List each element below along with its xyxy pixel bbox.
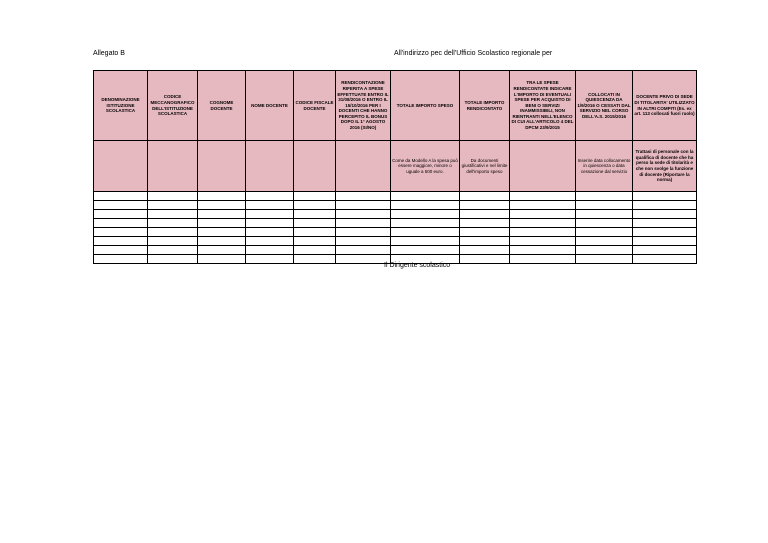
table-cell[interactable]	[294, 201, 336, 210]
table-cell[interactable]	[510, 201, 576, 210]
table-cell[interactable]	[391, 228, 460, 237]
table-cell[interactable]	[198, 246, 246, 255]
table-cell[interactable]	[148, 192, 198, 201]
col-totale-rendicontato: TOTALE IMPORTO RENDICONTATO	[460, 71, 510, 141]
note-cell	[198, 141, 246, 192]
table-cell[interactable]	[460, 255, 510, 264]
table-cell[interactable]	[148, 219, 198, 228]
col-totale-speso: TOTALE IMPORTO SPESO	[391, 71, 460, 141]
table-cell[interactable]	[246, 192, 294, 201]
table-cell[interactable]	[460, 246, 510, 255]
table-cell[interactable]	[294, 246, 336, 255]
table-cell[interactable]	[460, 228, 510, 237]
table-cell[interactable]	[510, 228, 576, 237]
table-cell[interactable]	[633, 246, 697, 255]
table-row	[94, 228, 697, 237]
table-cell[interactable]	[94, 219, 148, 228]
note-cell	[510, 141, 576, 192]
table-cell[interactable]	[391, 210, 460, 219]
table-cell[interactable]	[294, 192, 336, 201]
table-cell[interactable]	[633, 201, 697, 210]
table-row	[94, 237, 697, 246]
col-spese-inammissibili: TRA LE SPESE RENDICONTATE INDICARE L'IMPORTO DI EVENTUALI SPESE PER ACQUISTO DI BENI O SERVIZI INAMMISSIBILI, NON RIENTRANTI NELL'ELENCO DI CUI ALL'ARTICOLO 4 DEL DPCM 23/9/2015	[510, 71, 576, 141]
table-cell[interactable]	[294, 219, 336, 228]
col-codice-meccanografico: CODICE MECCANOGRAFICO DELL'ISTITUZIONE SCOLASTICA	[148, 71, 198, 141]
notes-row	[94, 141, 697, 192]
table-cell[interactable]	[391, 237, 460, 246]
table-cell[interactable]	[94, 255, 148, 264]
note-cell	[336, 141, 391, 192]
table-cell[interactable]	[633, 255, 697, 264]
table-cell[interactable]	[198, 237, 246, 246]
table-cell[interactable]	[576, 201, 633, 210]
table-cell[interactable]	[198, 201, 246, 210]
note-totale-rendicontato: Da documenti giustificativi e nel limite dell'importo speso	[460, 141, 510, 192]
table-cell[interactable]	[294, 237, 336, 246]
table-cell[interactable]	[148, 246, 198, 255]
table-cell[interactable]	[633, 228, 697, 237]
table-cell[interactable]	[198, 192, 246, 201]
table-cell[interactable]	[198, 255, 246, 264]
table-cell[interactable]	[246, 255, 294, 264]
table-cell[interactable]	[294, 255, 336, 264]
table-cell[interactable]	[460, 192, 510, 201]
table-cell[interactable]	[198, 228, 246, 237]
table-cell[interactable]	[246, 237, 294, 246]
table-cell[interactable]	[336, 228, 391, 237]
table-cell[interactable]	[94, 228, 148, 237]
table-cell[interactable]	[94, 201, 148, 210]
table-cell[interactable]	[391, 192, 460, 201]
table-cell[interactable]	[391, 246, 460, 255]
note-totale-speso: Come da Modello A la spesa può essere maggiore, minore o uguale a 500 euro.	[391, 141, 460, 192]
table-cell[interactable]	[336, 237, 391, 246]
table-row	[94, 192, 697, 201]
table-row	[94, 219, 697, 228]
table-row	[94, 210, 697, 219]
table-row	[94, 201, 697, 210]
table-cell[interactable]	[246, 246, 294, 255]
table-cell[interactable]	[246, 210, 294, 219]
table-cell[interactable]	[246, 201, 294, 210]
col-docente-privo-sede: DOCENTE PRIVO DI SEDE DI TITOLARITA' UTILIZZATO IN ALTRI COMPITI (Es. ex art. 113 collocati fuori ruolo)	[633, 71, 697, 141]
note-cell	[294, 141, 336, 192]
col-denominazione: DENOMINAZIONE ISTITUZIONE SCOLASTICA	[94, 71, 148, 141]
table-cell[interactable]	[633, 237, 697, 246]
note-cell	[246, 141, 294, 192]
table-cell[interactable]	[510, 237, 576, 246]
table-cell[interactable]	[336, 192, 391, 201]
table-cell[interactable]	[294, 228, 336, 237]
table-row	[94, 246, 697, 255]
note-cell	[148, 141, 198, 192]
table-cell[interactable]	[633, 192, 697, 201]
table-cell[interactable]	[460, 210, 510, 219]
table-cell[interactable]	[94, 210, 148, 219]
table-cell[interactable]	[148, 201, 198, 210]
table-cell[interactable]	[510, 246, 576, 255]
table-cell[interactable]	[510, 219, 576, 228]
table-cell[interactable]	[198, 219, 246, 228]
table-cell[interactable]	[336, 246, 391, 255]
table-cell[interactable]	[460, 201, 510, 210]
table-cell[interactable]	[576, 228, 633, 237]
table-cell[interactable]	[576, 255, 633, 264]
header-row	[94, 71, 697, 141]
table-cell[interactable]	[576, 237, 633, 246]
table-cell[interactable]	[460, 219, 510, 228]
table-cell[interactable]	[148, 237, 198, 246]
table-cell[interactable]	[94, 237, 148, 246]
table-cell[interactable]	[510, 255, 576, 264]
signature-label: Il Dirigente scolastico	[384, 262, 451, 269]
table-cell[interactable]	[576, 219, 633, 228]
table-cell[interactable]	[633, 210, 697, 219]
table-cell[interactable]	[246, 228, 294, 237]
table-cell[interactable]	[148, 210, 198, 219]
table-cell[interactable]	[148, 255, 198, 264]
col-codice-fiscale: CODICE FISCALE DOCENTE	[294, 71, 336, 141]
note-quiescenza: Inserire data collocamento in quiescenza o data cessazione dal servizio	[576, 141, 633, 192]
col-cognome: COGNOME DOCENTE	[198, 71, 246, 141]
col-quiescenza: COLLOCATI IN QUIESCENZA DA 1/9/2016 O CESSATI DAL SERVIZIO NEL CORSO DELL'A.S. 2015/2016	[576, 71, 633, 141]
table-cell[interactable]	[94, 192, 148, 201]
table-cell[interactable]	[576, 210, 633, 219]
table-cell[interactable]	[460, 237, 510, 246]
attachment-label: Allegato B	[93, 50, 125, 57]
table-cell[interactable]	[510, 192, 576, 201]
table-cell[interactable]	[391, 219, 460, 228]
table-cell[interactable]	[294, 210, 336, 219]
table-cell[interactable]	[94, 246, 148, 255]
recipient-label: All'indirizzo pec dell'Ufficio Scolastico regionale per	[394, 50, 553, 57]
table-cell[interactable]	[391, 201, 460, 210]
table-cell[interactable]	[633, 219, 697, 228]
table-cell[interactable]	[336, 210, 391, 219]
table-cell[interactable]	[576, 192, 633, 201]
table-cell[interactable]	[198, 210, 246, 219]
table-cell[interactable]	[246, 219, 294, 228]
table-cell[interactable]	[576, 246, 633, 255]
note-cell	[94, 141, 148, 192]
table-cell[interactable]	[510, 210, 576, 219]
col-rendicontazione: RENDICONTAZIONE RIFERITA A SPESE EFFETTUATE ENTRO IL 31/08/2016 O ENTRO IL 15/10/2016 PER I DOCENTI CHE HANNO PERCEPITO IL BONUS DOPO IL 1° AGOSTO 2016 (SI/NO)	[336, 71, 391, 141]
col-nome: NOME DOCENTE	[246, 71, 294, 141]
note-docente-privo-sede: Trattasi di personale con la qualifica di docente che ha perso la sede di titolarità e che non svolge la funzione di docente (Riportare la norma)	[633, 141, 697, 192]
table-cell[interactable]	[336, 201, 391, 210]
table-cell[interactable]	[148, 228, 198, 237]
table-cell[interactable]	[336, 219, 391, 228]
expense-report-table	[93, 70, 697, 264]
table-cell[interactable]	[336, 255, 391, 264]
